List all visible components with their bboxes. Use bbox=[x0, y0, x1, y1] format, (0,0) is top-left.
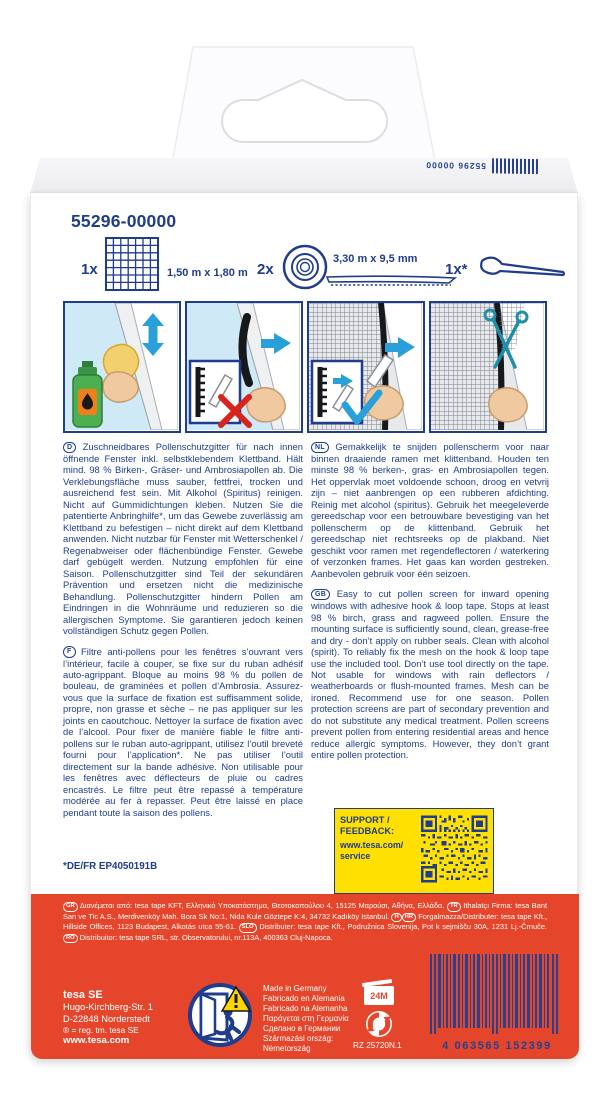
company-address: tesa SE Hugo-Kirchberg-Str. 1 D-22848 Norderstedt ® = reg. tm. tesa SE www.tesa.com bbox=[63, 989, 153, 1047]
hand bbox=[489, 388, 527, 422]
tape-strip-icon bbox=[325, 273, 461, 289]
red-footer-band bbox=[31, 894, 579, 1059]
instruction-step-3-attach-mesh bbox=[307, 301, 425, 433]
tape-roll-icon bbox=[281, 243, 329, 291]
ean-barcode bbox=[427, 954, 567, 1052]
country-badge-tr: TR bbox=[447, 902, 461, 912]
instruction-step-2-apply-tape bbox=[185, 301, 303, 433]
flap-barcode bbox=[412, 152, 538, 180]
mesh-quantity: 1x bbox=[81, 261, 98, 278]
description-gb: GB Easy to cut pollen screen for inward opening windows with adhesive hook & loop tape. Stops at least 98 % birch, grass and ragweed pollen. Ensure the mounting surface is sufficiently sound, clean, grease-free and dry - don’t apply on rubber seals. Clean with alcohol (spirit). To reliably fix the mesh on the hook & loop tape use the included tool. Don’t use tool directly on the tape. Not usable for windows with rain deflectors / weatherboards or flush-mounted frames. Mesh can be ironed. Recommend use for one season. Pollen protection screens are part of secondary prevention and do not substitute any medical treatment. Pollen screens prevent pollen from entering residential areas and hence reduce allergic symptoms. However, they don’t grant entire pollen protection. bbox=[311, 588, 550, 761]
support-url: www.tesa.com/ service bbox=[340, 840, 404, 861]
lang-badge-de: D bbox=[63, 442, 76, 454]
description-nl: NL Gemakkelijk te snijden pollenscherm voor naar binnen draaiende ramen met klittenband. Houden ten minste 98 % berken-, gras- en Ambrosiapollen tegen. Het oppervlak moet voldoende schoon, droog en vetvrij zijn – niet aanbrengen op een rubberen afdichting. Reinig met alcohol (spiritus). Gebruik het meegeleverde gereedschap voor een betrouwbare bevestiging van het pollenscherm op de klittenband. Gebruik het gereedschap niet rechtsreeks op de plakband. Niet geschikt voor ramen met regendeflectoren / waterkering of verzonken frames. Het gaas kan worden gestreken. Aanbevolen gebruik voor één seizoen. bbox=[311, 441, 549, 579]
lang-badge-fr: F bbox=[63, 646, 76, 658]
tape-quantity: 2x bbox=[257, 261, 274, 278]
qr-code bbox=[421, 815, 488, 883]
inset-wrong-usage bbox=[190, 361, 249, 425]
distributor-text: GR Διανέμεται από: tesa tape KFT, Ελληνικό Υποκατάστημα, Θεοτοκοπούλου 4, 15125 Μαρούσι, Αθήνα, Ελλάδα. TR Ithalatçı Firma: tesa Bant San ve Tic A.S., Merdivenköy Mah. Bora Sk No:1, Nida Kule Göztepe K:4, 34732 Kadıköy Istanbul. H HR Forgalmazza/Distributer: tesa tape Kft., Hillside Offices, 1123 Budapest, Alkotás utca 55-61. SLO Distributer: tesa tape Kft., Podružnica Slovenija, Pot k sejmišču 30A, 1231 Lj.-Črnuče. RO Distribuitor: tesa tape SRL, str. Observatorului, nr.113A, 400363 Cluj-Napoca. bbox=[63, 901, 547, 942]
shelf-life-24m-icon: 24M bbox=[364, 986, 394, 1005]
made-in-block: Made in Germany Fabricado en Alemania Fabricado na Alemanha Παράγεται στη Γερμανία Сделано в Германии Származási ország: Németország bbox=[263, 984, 349, 1053]
print-code: RZ 25720N.1 bbox=[353, 1041, 402, 1050]
description-fr: F Filtre anti-pollens pour les fenêtres s’ouvrant vers l’intérieur, facile à couper, se fixe sur du ruban adhésif auto-agrippant. Bloque au moins 98 % du pollen de bouleau, de graminées et pollen d’Ambrosia. Assurez-vous que la surface de fixation est suffisamment solide, propre, non grasse et sèche – ne pas appliquer sur les joints en caoutchouc. Nettoyer la surface de fixation avec de l’alcool. Pour fixer de manière fiable le filtre anti-pollens sur le ruban auto-agrippant, utilisez l’outil breveté fourni pour l’application*. Ne pas utiliser l’outil directement sur la bande adhésive. Non utilisable pour les fenêtres avec déflecteurs de pluie ou cadres encastrés. Le filtre peut être repassé à température modérée au fer à repasser. Peut être laissé en place pendant toute la saison des pollens. bbox=[63, 645, 303, 818]
country-badge-gr: GR bbox=[63, 902, 78, 912]
cleaning-cloth-and-hand bbox=[103, 344, 139, 402]
lang-badge-nl: NL bbox=[311, 442, 329, 454]
text-column-right bbox=[311, 441, 549, 770]
hand bbox=[247, 388, 285, 422]
green-dot-recycling-icon bbox=[365, 1010, 393, 1038]
company-name: tesa SE bbox=[63, 989, 103, 1001]
tape-size: 3,30 m x 9,5 mm bbox=[333, 253, 418, 265]
instruction-step-4-cut-mesh bbox=[429, 301, 547, 433]
text-column-left bbox=[63, 441, 303, 827]
patent-note: *DE/FR EP4050191B bbox=[63, 861, 158, 872]
country-badge-hr: HR bbox=[402, 913, 416, 923]
company-website: www.tesa.com bbox=[63, 1035, 130, 1047]
flap-product-code: 55296 00000 bbox=[425, 160, 487, 172]
country-badge-h: H bbox=[391, 913, 401, 923]
mesh-grid-icon bbox=[105, 237, 159, 291]
support-feedback-box bbox=[334, 808, 494, 894]
back-panel-card bbox=[30, 192, 578, 1058]
applicator-tool-icon bbox=[479, 251, 565, 283]
mesh-size: 1,50 m x 1,80 m bbox=[167, 267, 248, 279]
instruction-step-1-clean-frame bbox=[63, 301, 181, 433]
support-text: SUPPORT / FEEDBACK: www.tesa.com/ service bbox=[340, 815, 416, 887]
product-code: 55296-00000 bbox=[71, 211, 177, 231]
country-badge-slo: SLO bbox=[239, 923, 257, 933]
falling-from-window-warning-icon bbox=[187, 982, 253, 1048]
tool-quantity: 1x* bbox=[445, 261, 468, 278]
country-badge-ro: RO bbox=[63, 934, 78, 944]
flap-barcode-bars bbox=[492, 159, 538, 175]
description-de: D Zuschneidbares Pollenschutzgitter für nach innen öffnende Fenster inkl. selbstklebendem Klettband. Hält mind. 98 % Birken-, Gräser- und Ambrosiapollen ab. Die Verklebungsfläche muss sauber, fettfrei, trocken und ausreichend fest sein. Mit Alkohol (Spiritus) reinigen. Nicht auf Gummidichtungen kleben. Nutzen Sie die patentierte Anbringhilfe*, um das Gewebe zuverlässig am Klettband zu befestigen – nicht direkt auf dem Klettband anwenden. Nicht nutzbar für Fenster mit Wetterschenkel / Regenabweiser oder flächenbündige Fenster. Gewebe darf gebügelt werden. Nutzung empfohlen für eine Saison. Pollenschutzgitter sind Teil der sekundären Prävention und ersetzen nicht die medizinische Behandlung. Pollenschutzgitter hindern Pollen am Eindringen in die Wohnräume und reduzieren so die allergischen Symptome. Sie garantieren jedoch keinen vollständigen Schutz gegen Pollen. bbox=[63, 441, 303, 637]
lang-badge-gb: GB bbox=[311, 589, 330, 601]
barcode-digits: 4 063565 152399 bbox=[442, 1040, 552, 1052]
